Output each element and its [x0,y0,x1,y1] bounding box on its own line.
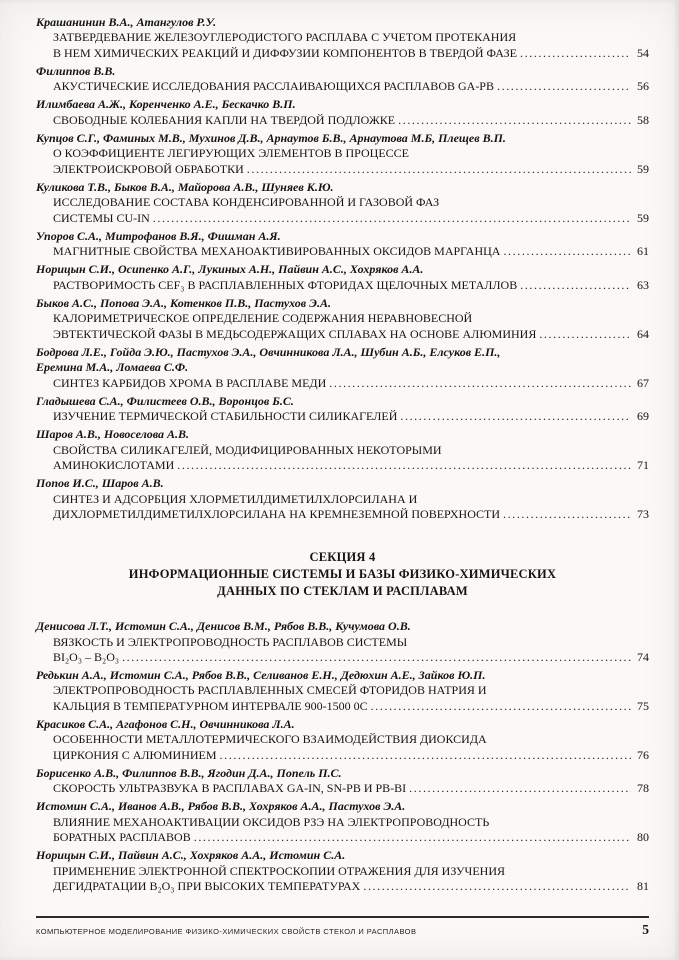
entry-title-text: ЦИРКОНИЯ С АЛЮМИНИЕМ [53,747,217,762]
entry-page-number: 56 [637,79,649,94]
entry-author-line: Упоров С.А., Митрофанов В.Я., Фишман А.Я. [36,228,281,243]
entry-title-text: РАСТВОРИМОСТЬ CEF₃ В РАСПЛАВЛЕННЫХ ФТОРИДАХ ЩЕЛОЧНЫХ МЕТАЛЛОВ [53,277,518,292]
entry-page-number: 71 [637,458,649,473]
entry-page-number: 74 [637,649,649,664]
dot-leader [400,409,631,424]
entry-title-line: ПРИМЕНЕНИЕ ЭЛЕКТРОННОЙ СПЕКТРОСКОПИИ ОТРАЖЕНИЯ ДЛЯ ИЗУЧЕНИЯ [53,863,506,878]
dot-leader [520,46,631,61]
entry-author-line: Норицын С.И., Осипенко А.Г., Лукиных А.Н., Пайвин А.С., Хохряков А.А. [36,262,424,277]
entry-title-last-line [36,830,649,845]
entry-page-number: 81 [637,878,649,893]
dot-leader [497,79,631,94]
entry-author-line: Истомин С.А., Иванов А.В., Рябов В.В., Хохряков А.А., Пастухов Э.А. [36,799,406,814]
entry-title-text: СВОБОДНЫЕ КОЛЕБАНИЯ КАПЛИ НА ТВЕРДОЙ ПОДЛОЖКЕ [53,112,396,127]
entry-author-line: Куликова Т.В., Быков В.А., Майорова А.В., Шуняев К.Ю. [36,179,334,194]
entry-title-last-line [36,507,649,522]
entry-title-last-line [36,113,649,128]
toc-entry [36,180,649,226]
entry-title-text: АМИНОКИСЛОТАМИ [53,458,175,473]
dot-leader [363,879,631,894]
entry-title-line: ОСОБЕННОСТИ МЕТАЛЛОТЕРМИЧЕСКОГО ВЗАИМОДЕЙСТВИЯ ДИОКСИДА [53,732,487,747]
entry-page-number: 58 [637,112,649,127]
entry-title-last-line [36,162,649,177]
entry-title-text: ДЕГИДРАТАЦИИ B₂O₃ ПРИ ВЫСОКИХ ТЕМПЕРАТУРАХ [53,878,361,893]
toc-entry [36,476,649,522]
dot-leader [520,278,631,293]
entry-title-last-line [36,458,649,473]
entry-title-line: ИССЛЕДОВАНИЕ СОСТАВА КОНДЕНСИРОВАННОЙ И ГАЗОВОЙ ФАЗ [53,195,440,210]
entry-title-text: В НЕМ ХИМИЧЕСКИХ РЕАКЦИЙ И ДИФФУЗИИ КОМПОНЕНТОВ В ТВЕРДОЙ ФАЗЕ [53,45,517,60]
dot-leader [503,507,631,522]
dot-leader [122,650,631,665]
dot-leader [194,830,631,845]
entry-author-line: Еремина М.А., Ломаева С.Ф. [36,360,189,375]
entry-title-text: СКОРОСТЬ УЛЬТРАЗВУКА В РАСПЛАВАХ GA-IN, SN-PB И PB-BI [53,781,407,796]
entry-page-number: 54 [637,45,649,60]
toc-entry [36,97,649,128]
toc-entries-section-4 [36,619,649,894]
entry-title-last-line [36,244,649,259]
dot-leader [177,458,631,473]
entry-title-text: КАЛЬЦИЯ В ТЕМПЕРАТУРНОМ ИНТЕРВАЛЕ 900-1500 0С [53,698,368,713]
entry-page-number: 59 [637,210,649,225]
section-4-header [36,549,649,600]
entry-title-last-line [36,699,649,714]
entry-title-last-line [36,211,649,226]
entry-title-line: ВЯЗКОСТЬ И ЭЛЕКТРОПРОВОДНОСТЬ РАСПЛАВОВ СИСТЕМЫ [53,634,408,649]
entry-title-text: МАГНИТНЫЕ СВОЙСТВА МЕХАНОАКТИВИРОВАННЫХ ОКСИДОВ МАРГАНЦА [53,244,501,259]
entry-author-line: Быков А.С., Попова Э.А., Котенков П.В., Пастухов Э.А. [36,296,331,311]
entry-title-last-line [36,376,649,391]
entry-title-line: КАЛОРИМЕТРИЧЕСКОЕ ОПРЕДЕЛЕНИЕ СОДЕРЖАНИЯ НЕРАВНОВЕСНОЙ [53,311,473,326]
toc-entry [36,799,649,845]
entry-title-last-line [36,650,649,665]
toc-entry [36,766,649,797]
dot-leader [220,748,631,763]
entry-author-line: Илимбаева А.Ж., Коренченко А.Е., Бескачко В.П. [36,97,296,112]
footer-rule [36,916,649,918]
entry-title-last-line [36,748,649,763]
entry-title-text: ЭВТЕКТИЧЕСКОЙ ФАЗЫ В МЕДЬСОДЕРЖАЩИХ СПЛАВАХ НА ОСНОВЕ АЛЮМИНИЯ [53,326,537,341]
entry-page-number: 63 [637,277,649,292]
toc-entry [36,64,649,95]
toc-entry [36,668,649,714]
footer-page-number: 5 [642,922,649,937]
dot-leader [371,699,631,714]
entry-author-line: Борисенко А.В., Филиппов В.В., Ягодин Д.А., Попель П.С. [36,765,342,780]
entry-page-number: 59 [637,161,649,176]
entry-title-line: О КОЭФФИЦИЕНТЕ ЛЕГИРУЮЩИХ ЭЛЕМЕНТОВ В ПРОЦЕССЕ [53,146,409,161]
toc-entry [36,394,649,425]
entry-author-line: Красиков С.А., Агафонов С.Н., Овчинникова Л.А. [36,716,295,731]
entry-author-line: Бодрова Л.Е., Гойда Э.Ю., Пастухов Э.А., Овчинникова Л.А., Шубин А.Б., Елсуков Е.П., [36,344,501,359]
section-number: СЕКЦИЯ 4 [309,550,376,565]
section-title-line-2: ДАННЫХ ПО СТЕКЛАМ И РАСПЛАВАМ [217,584,468,599]
entry-author-line: Гладышева С.А., Филистеев О.В., Воронцов Б.С. [36,393,294,408]
toc-entries-section-3 [36,15,649,522]
entry-author-line: Норицын С.И., Пайвин А.С., Хохряков А.А., Истомин С.А. [36,848,346,863]
entry-author-line: Крашанинин В.А., Атангулов Р.У. [36,15,217,29]
entry-title-text: ИЗУЧЕНИЕ ТЕРМИЧЕСКОЙ СТАБИЛЬНОСТИ СИЛИКАГЕЛЕЙ [53,409,398,424]
entry-author-line: Попов И.С., Шаров А.В. [36,476,164,491]
entry-title-line: ВЛИЯНИЕ МЕХАНОАКТИВАЦИИ ОКСИДОВ РЗЭ НА ЭЛЕКТРОПРОВОДНОСТЬ [53,814,490,829]
toc-entry [36,717,649,763]
toc-entry [36,229,649,260]
entry-title-last-line [36,327,649,342]
entry-page-number: 64 [637,326,649,341]
section-title-line-1: ИНФОРМАЦИОННЫЕ СИСТЕМЫ И БАЗЫ ФИЗИКО-ХИМИЧЕСКИХ [128,567,557,582]
entry-page-number: 69 [637,409,649,424]
toc-entry [36,15,649,61]
toc-entry [36,296,649,342]
entry-page-number: 73 [637,506,649,521]
entry-title-line: ЭЛЕКТРОПРОВОДНОСТЬ РАСПЛАВЛЕННЫХ СМЕСЕЙ ФТОРИДОВ НАТРИЯ И [53,683,487,698]
entry-title-text: ДИХЛОРМЕТИЛДИМЕТИЛХЛОРСИЛАНА НА КРЕМНЕЗЕМНОЙ ПОВЕРХНОСТИ [53,506,501,521]
entry-title-text: СИНТЕЗ КАРБИДОВ ХРОМА В РАСПЛАВЕ МЕДИ [53,375,327,390]
toc-entry [36,131,649,177]
dot-leader [247,162,631,177]
entry-page-number: 78 [637,781,649,796]
dot-leader [503,244,631,259]
dot-leader [153,211,631,226]
dot-leader [329,376,631,391]
entry-title-last-line [36,781,649,796]
entry-title-text: СИСТЕМЫ CU-IN [53,210,150,225]
page-footer [36,916,649,938]
entry-author-line: Денисова Л.Т., Истомин С.А., Денисов В.М., Рябов В.В., Кучумова О.В. [36,619,411,634]
entry-title-last-line [36,278,649,293]
dot-leader [539,327,631,342]
entry-page-number: 76 [637,747,649,762]
entry-page-number: 67 [637,375,649,390]
entry-page-number: 80 [637,830,649,845]
entry-title-text: ЭЛЕКТРОИСКРОВОЙ ОБРАБОТКИ [53,161,244,176]
entry-page-number: 75 [637,698,649,713]
entry-title-line: ЗАТВЕРДЕВАНИЕ ЖЕЛЕЗОУГЛЕРОДИСТОГО РАСПЛАВА С УЧЕТОМ ПРОТЕКАНИЯ [53,30,517,45]
entry-title-last-line [36,409,649,424]
toc-entry [36,427,649,473]
footer-row [36,922,649,938]
dot-leader [409,781,631,796]
dot-leader [398,113,631,128]
entry-author-line: Филиппов В.В. [36,63,116,78]
entry-author-line: Купцов С.Г., Фаминых М.В., Мухинов Д.В., Арнаутов Б.В., Арнаутова М.Б, Плещев В.П. [36,131,506,146]
toc-entry [36,619,649,665]
entry-title-line: СИНТЕЗ И АДСОРБЦИЯ ХЛОРМЕТИЛДИМЕТИЛХЛОРСИЛАНА И [53,491,418,506]
entry-title-last-line [36,79,649,94]
entry-page-number: 61 [637,244,649,259]
toc-entry [36,345,649,391]
toc-body [36,15,649,897]
toc-entry [36,262,649,293]
entry-title-text: БОРАТНЫХ РАСПЛАВОВ [53,830,191,845]
footer-running-title: КОМПЬЮТЕРНОЕ МОДЕЛИРОВАНИЕ ФИЗИКО-ХИМИЧЕСКИХ СВОЙСТВ СТЕКОЛ И РАСПЛАВОВ [36,927,417,936]
entry-title-last-line [36,46,649,61]
entry-author-line: Шаров А.В., Новоселова А.В. [36,427,190,442]
entry-title-text: АКУСТИЧЕСКИЕ ИССЛЕДОВАНИЯ РАССЛАИВАЮЩИХСЯ РАСПЛАВОВ GA-PB [53,79,494,94]
entry-author-line: Редькин А.А., Истомин С.А., Рябов В.В., Селиванов Е.Н., Дедюхин А.Е., Зайков Ю.П. [36,668,486,683]
entry-title-text: BI₂O₃ – B₂O₃ [53,649,120,664]
entry-title-line: СВОЙСТВА СИЛИКАГЕЛЕЙ, МОДИФИЦИРОВАННЫХ НЕКОТОРЫМИ [53,442,442,457]
entry-title-last-line [36,879,649,894]
toc-entry [36,848,649,894]
